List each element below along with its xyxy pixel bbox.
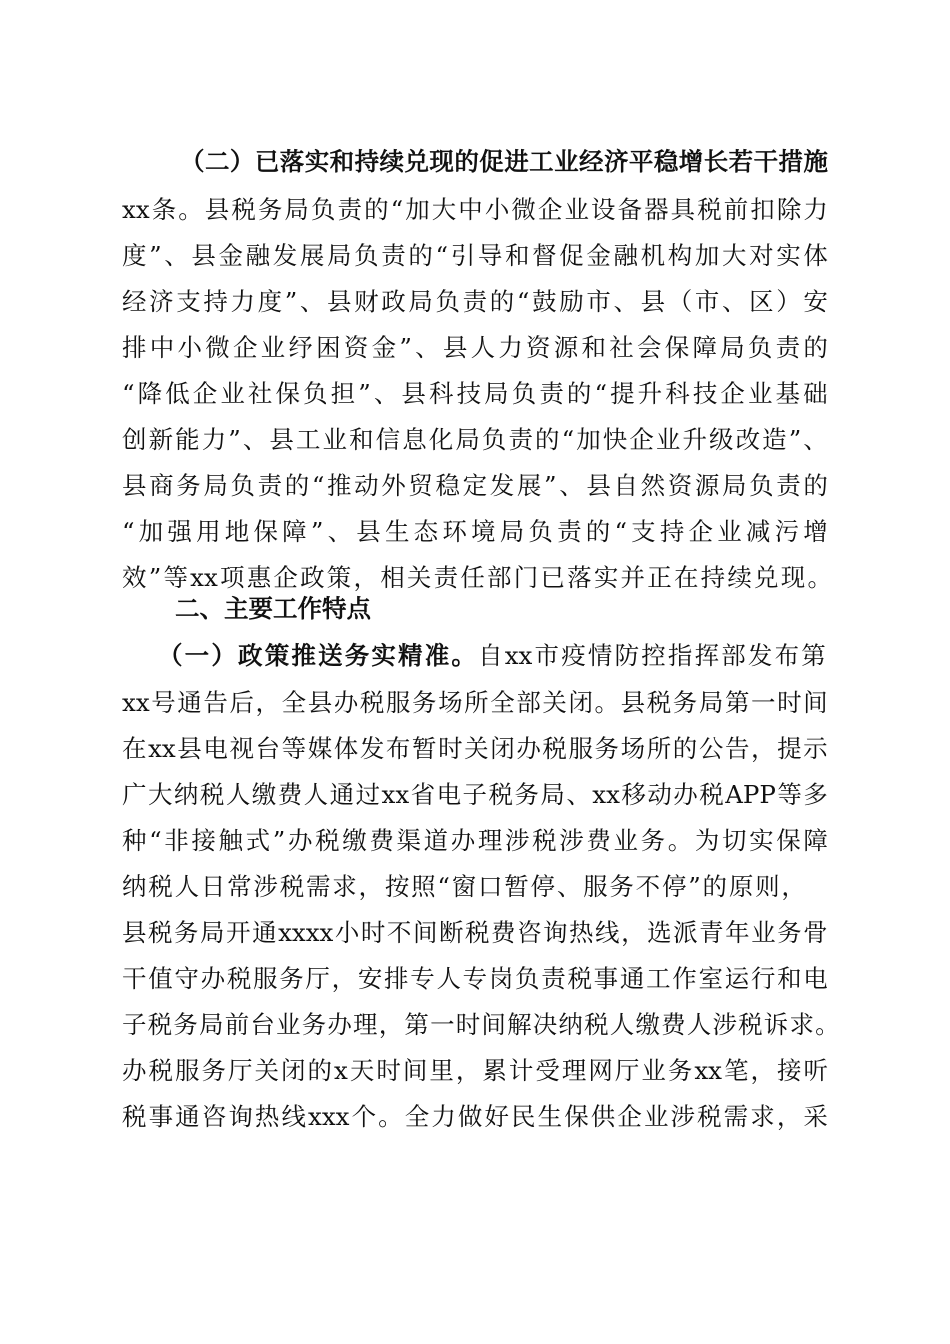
paragraph-1-line: 排 中 小 微 企 业 纾 困 资 金 ” 、 县 人 力 资 源 和 社 会 保 障 局 负 责 的 (122, 333, 828, 362)
paragraph-1-line: “ 降 低 企 业 社 保 负 担 ” 、 县 科 技 局 负 责 的 “ 提 升 科 技 企 业 基 础 (122, 379, 828, 408)
paragraph-1-line: 度 ” 、 县 金 融 发 展 局 负 责 的 “ 引 导 和 督 促 金 融 机 构 加 大 对 实 体 (122, 241, 828, 270)
paragraph-2-line: 县 税 务 局 开 通 xxxx 小 时 不 间 断 税 费 咨 询 热 线 ， 选 派 青 年 业 务 骨 (122, 918, 828, 947)
paragraph-1-line: 县 商 务 局 负 责 的 “ 推 动 外 贸 稳 定 发 展 ” 、 县 自 然 资 源 局 负 责 的 (122, 471, 828, 500)
paragraph-1-line: 效 ” 等 xx 项 惠 企 政 策 ， 相 关 责 任 部 门 已 落 实 并 正 在 持 续 兑 现 。 (122, 563, 832, 592)
paragraph-1-line: “ 加 强 用 地 保 障 ” 、 县 生 态 环 境 局 负 责 的 “ 支 持 企 业 减 污 增 (122, 517, 828, 546)
section-heading: 二、主要工作特点 (175, 594, 371, 623)
paragraph-2-line: 税 事 通 咨 询 热 线 xxx 个 。 全 力 做 好 民 生 保 供 企 业 涉 税 需 求 ， 采 (122, 1102, 828, 1131)
paragraph-2-line: 在 xx 县 电 视 台 等 媒 体 发 布 暂 时 关 闭 办 税 服 务 场 所 的 公 告 ， 提 示 (122, 734, 828, 763)
paragraph-1-line: 经 济 支 持 力 度 ” 、 县 财 政 局 负 责 的 “ 鼓 励 市 、 县 （ 市 、 区 ） 安 (122, 287, 828, 316)
paragraph-2-line: 纳 税 人 日 常 涉 税 需 求 ， 按 照 “ 窗 口 暂 停 、 服 务 不 停 ” 的 原 则 ， (122, 872, 806, 901)
paragraph-1-line: 创 新 能 力 ” 、 县 工 业 和 信 息 化 局 负 责 的 “ 加 快 企 业 升 级 改 造 ” 、 (122, 425, 828, 454)
paragraph-2-line: 子 税 务 局 前 台 业 务 办 理 ， 第 一 时 间 解 决 纳 税 人 缴 费 人 涉 税 诉 求 。 (122, 1010, 840, 1039)
paragraph-2-first-line: （ 一 ） 政 策 推 送 务 实 精 准 。 自 xx 市 疫 情 防 控 指 挥 部 发 布 第 (158, 641, 826, 670)
paragraph-1-line: xx 条 。 县 税 务 局 负 责 的 “ 加 大 中 小 微 企 业 设 备 器 具 税 前 扣 除 力 (122, 195, 828, 224)
paragraph-2-line: 广 大 纳 税 人 缴 费 人 通 过 xx 省 电 子 税 务 局 、 xx 移 动 办 税 APP 等 多 (122, 780, 828, 809)
paragraph-2-line: xx 号 通 告 后 ， 全 县 办 税 服 务 场 所 全 部 关 闭 。 县 税 务 局 第 一 时 间 (122, 688, 828, 717)
paragraph-2-line: 办 税 服 务 厅 关 闭 的 x 天 时 间 里 ， 累 计 受 理 网 厅 业 务 xx 笔 ， 接 听 (122, 1056, 828, 1085)
paragraph-2-line: 干 值 守 办 税 服 务 厅 ， 安 排 专 人 专 岗 负 责 税 事 通 工 作 室 运 行 和 电 (122, 964, 828, 993)
paragraph-1-heading-line: （ 二 ） 已 落 实 和 持 续 兑 现 的 促 进 工 业 经 济 平 稳 增 长 若 干 措 施 (180, 147, 828, 176)
paragraph-2-line: 种 “ 非 接 触 式 ” 办 税 缴 费 渠 道 办 理 涉 税 涉 费 业 务 。 为 切 实 保 障 (122, 826, 828, 855)
